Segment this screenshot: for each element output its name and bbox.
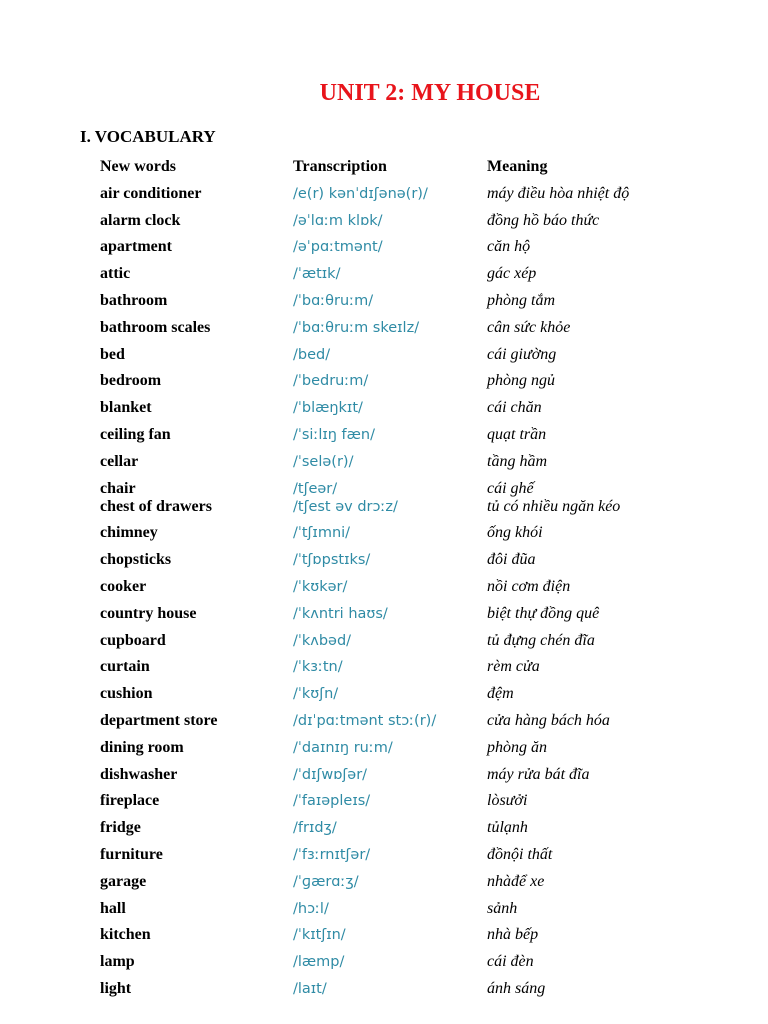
row-meaning: nhà bếp (487, 926, 539, 944)
table-row (0, 816, 768, 843)
page-title: UNIT 2: MY HOUSE (319, 80, 541, 106)
row-transcription: /ˈblæŋkɪt/ (293, 400, 363, 417)
row-meaning: cái ghế (487, 479, 534, 497)
table-row (0, 897, 768, 924)
row-word: furniture (100, 845, 163, 863)
row-meaning: tầng hầm (487, 452, 547, 470)
table-row (0, 316, 768, 343)
row-transcription: /tʃeər/ (293, 480, 338, 497)
row-meaning: tủlạnh (487, 819, 528, 837)
table-row (0, 289, 768, 316)
row-meaning: sảnh (487, 899, 518, 917)
table-row (0, 870, 768, 897)
row-word: cooker (100, 577, 147, 595)
table-row (0, 262, 768, 289)
row-transcription: /ˈtʃɪmni/ (293, 525, 351, 542)
table-row (0, 209, 768, 236)
row-word: bathroom (100, 291, 168, 309)
row-word: chopsticks (100, 551, 172, 569)
table-row (0, 682, 768, 709)
column-header-meaning: Meaning (487, 158, 548, 175)
row-meaning: lòsưởi (487, 792, 528, 810)
row-transcription: /əˈpɑːtmənt/ (293, 239, 383, 256)
row-meaning: nồi cơm điện (487, 577, 571, 595)
row-word: light (100, 979, 132, 997)
row-word: bathroom scales (100, 318, 211, 336)
row-transcription: /hɔːl/ (293, 900, 329, 917)
row-word: chair (100, 479, 136, 497)
table-row (0, 629, 768, 656)
table-row (0, 369, 768, 396)
row-transcription: /ˈkʊʃn/ (293, 686, 339, 703)
row-word: dining room (100, 738, 184, 756)
table-row (0, 789, 768, 816)
table-row (0, 575, 768, 602)
row-word: dishwasher (100, 765, 178, 783)
table-row (0, 736, 768, 763)
row-transcription: /ˈbɑːθruːm skeɪlz/ (293, 319, 420, 336)
table-row (0, 923, 768, 950)
row-word: chest of drawers (100, 497, 212, 515)
row-meaning: cân sức khỏe (487, 318, 571, 336)
row-transcription: /ˈkʌbəd/ (293, 632, 352, 649)
table-row (0, 477, 768, 495)
row-meaning: quạt trần (487, 425, 547, 443)
row-transcription: /ˈbedruːm/ (293, 373, 369, 390)
row-transcription: /tʃest əv drɔːz/ (293, 498, 398, 515)
row-word: cellar (100, 452, 139, 470)
row-meaning: đệm (487, 685, 514, 703)
row-transcription: /ˈselə(r)/ (293, 453, 354, 470)
row-meaning: biệt thự đồng quê (487, 604, 600, 622)
table-row (0, 602, 768, 629)
vocabulary-table (0, 155, 768, 1004)
row-transcription: /læmp/ (293, 954, 345, 971)
row-word: garage (100, 872, 147, 890)
row-word: lamp (100, 953, 135, 971)
row-meaning: tủ có nhiều ngăn kéo (487, 497, 621, 515)
row-word: ceiling fan (100, 425, 171, 443)
row-meaning: đồnội thất (487, 845, 553, 863)
row-meaning: gác xép (487, 265, 537, 283)
row-word: blanket (100, 399, 152, 417)
table-row (0, 423, 768, 450)
row-transcription: /ˈfɜːrnɪtʃər/ (293, 846, 371, 863)
row-transcription: /ˈkɪtʃɪn/ (293, 927, 346, 944)
row-meaning: đồng hồ báo thức (487, 211, 600, 229)
table-row (0, 396, 768, 423)
row-word: kitchen (100, 926, 151, 944)
row-word: air conditioner (100, 184, 202, 202)
row-word: fridge (100, 819, 141, 837)
table-row (0, 343, 768, 370)
table-row (0, 709, 768, 736)
row-word: apartment (100, 238, 172, 256)
row-transcription: /ˈbɑːθruːm/ (293, 292, 374, 309)
row-meaning: cái đèn (487, 953, 534, 971)
row-meaning: tủ đựng chén đĩa (487, 631, 595, 649)
column-header-new-words: New words (100, 158, 176, 175)
vocabulary-rows (0, 182, 768, 1004)
row-meaning: cái chăn (487, 399, 542, 417)
row-transcription: /bed/ (293, 346, 331, 363)
row-transcription: /laɪt/ (293, 980, 327, 997)
row-transcription: /ˈtʃɒpstɪks/ (293, 552, 371, 569)
row-word: bed (100, 345, 125, 363)
row-word: chimney (100, 524, 158, 542)
section-heading: I. VOCABULARY (80, 127, 216, 146)
row-transcription: /ˈdaɪnɪŋ ruːm/ (293, 739, 393, 756)
row-word: cushion (100, 685, 153, 703)
row-meaning: cửa hàng bách hóa (487, 711, 610, 729)
row-transcription: /ˈɡærɑːʒ/ (293, 873, 359, 890)
row-word: cupboard (100, 631, 166, 649)
row-transcription: /e(r) kənˈdɪʃənə(r)/ (293, 185, 428, 202)
table-row (0, 977, 768, 1004)
row-meaning: ánh sáng (487, 979, 546, 997)
row-transcription: /əˈlɑːm klɒk/ (293, 212, 383, 229)
row-word: bedroom (100, 372, 162, 390)
row-transcription: /ˈkɜːtn/ (293, 659, 343, 676)
row-word: hall (100, 899, 126, 917)
row-transcription: /dɪˈpɑːtmənt stɔː(r)/ (293, 712, 437, 729)
table-row (0, 182, 768, 209)
row-meaning: nhàđể xe (487, 872, 545, 890)
table-row (0, 763, 768, 790)
row-meaning: rèm cửa (487, 658, 540, 676)
row-transcription: /ˈkʊkər/ (293, 578, 348, 595)
row-meaning: máy điều hòa nhiệt độ (487, 184, 630, 202)
row-meaning: phòng tắm (487, 291, 555, 309)
row-meaning: phòng ăn (487, 738, 547, 756)
table-header-row (0, 155, 768, 182)
row-word: curtain (100, 658, 150, 676)
row-transcription: /ˈætɪk/ (293, 266, 341, 283)
table-row (0, 235, 768, 262)
row-word: country house (100, 604, 197, 622)
table-row (0, 950, 768, 977)
row-transcription: /ˈkʌntri haʊs/ (293, 605, 388, 622)
row-meaning: đôi đũa (487, 551, 536, 569)
row-word: attic (100, 265, 131, 283)
row-meaning: căn hộ (487, 238, 531, 256)
row-transcription: /ˈdɪʃwɒʃər/ (293, 766, 368, 783)
row-meaning: cái giường (487, 345, 557, 363)
row-meaning: máy rửa bát đĩa (487, 765, 590, 783)
row-word: fireplace (100, 792, 160, 810)
row-word: alarm clock (100, 211, 181, 229)
row-transcription: /ˈsiːlɪŋ fæn/ (293, 426, 375, 443)
table-row (0, 450, 768, 477)
row-meaning: phòng ngủ (487, 372, 555, 390)
table-row (0, 521, 768, 548)
table-row (0, 655, 768, 682)
row-word: department store (100, 711, 218, 729)
row-meaning: ống khói (487, 524, 543, 542)
table-row (0, 548, 768, 575)
table-row (0, 495, 768, 522)
row-transcription: /ˈfaɪəpleɪs/ (293, 793, 371, 810)
column-header-transcription: Transcription (293, 158, 387, 175)
table-row (0, 843, 768, 870)
row-transcription: /frɪdʒ/ (293, 820, 337, 837)
